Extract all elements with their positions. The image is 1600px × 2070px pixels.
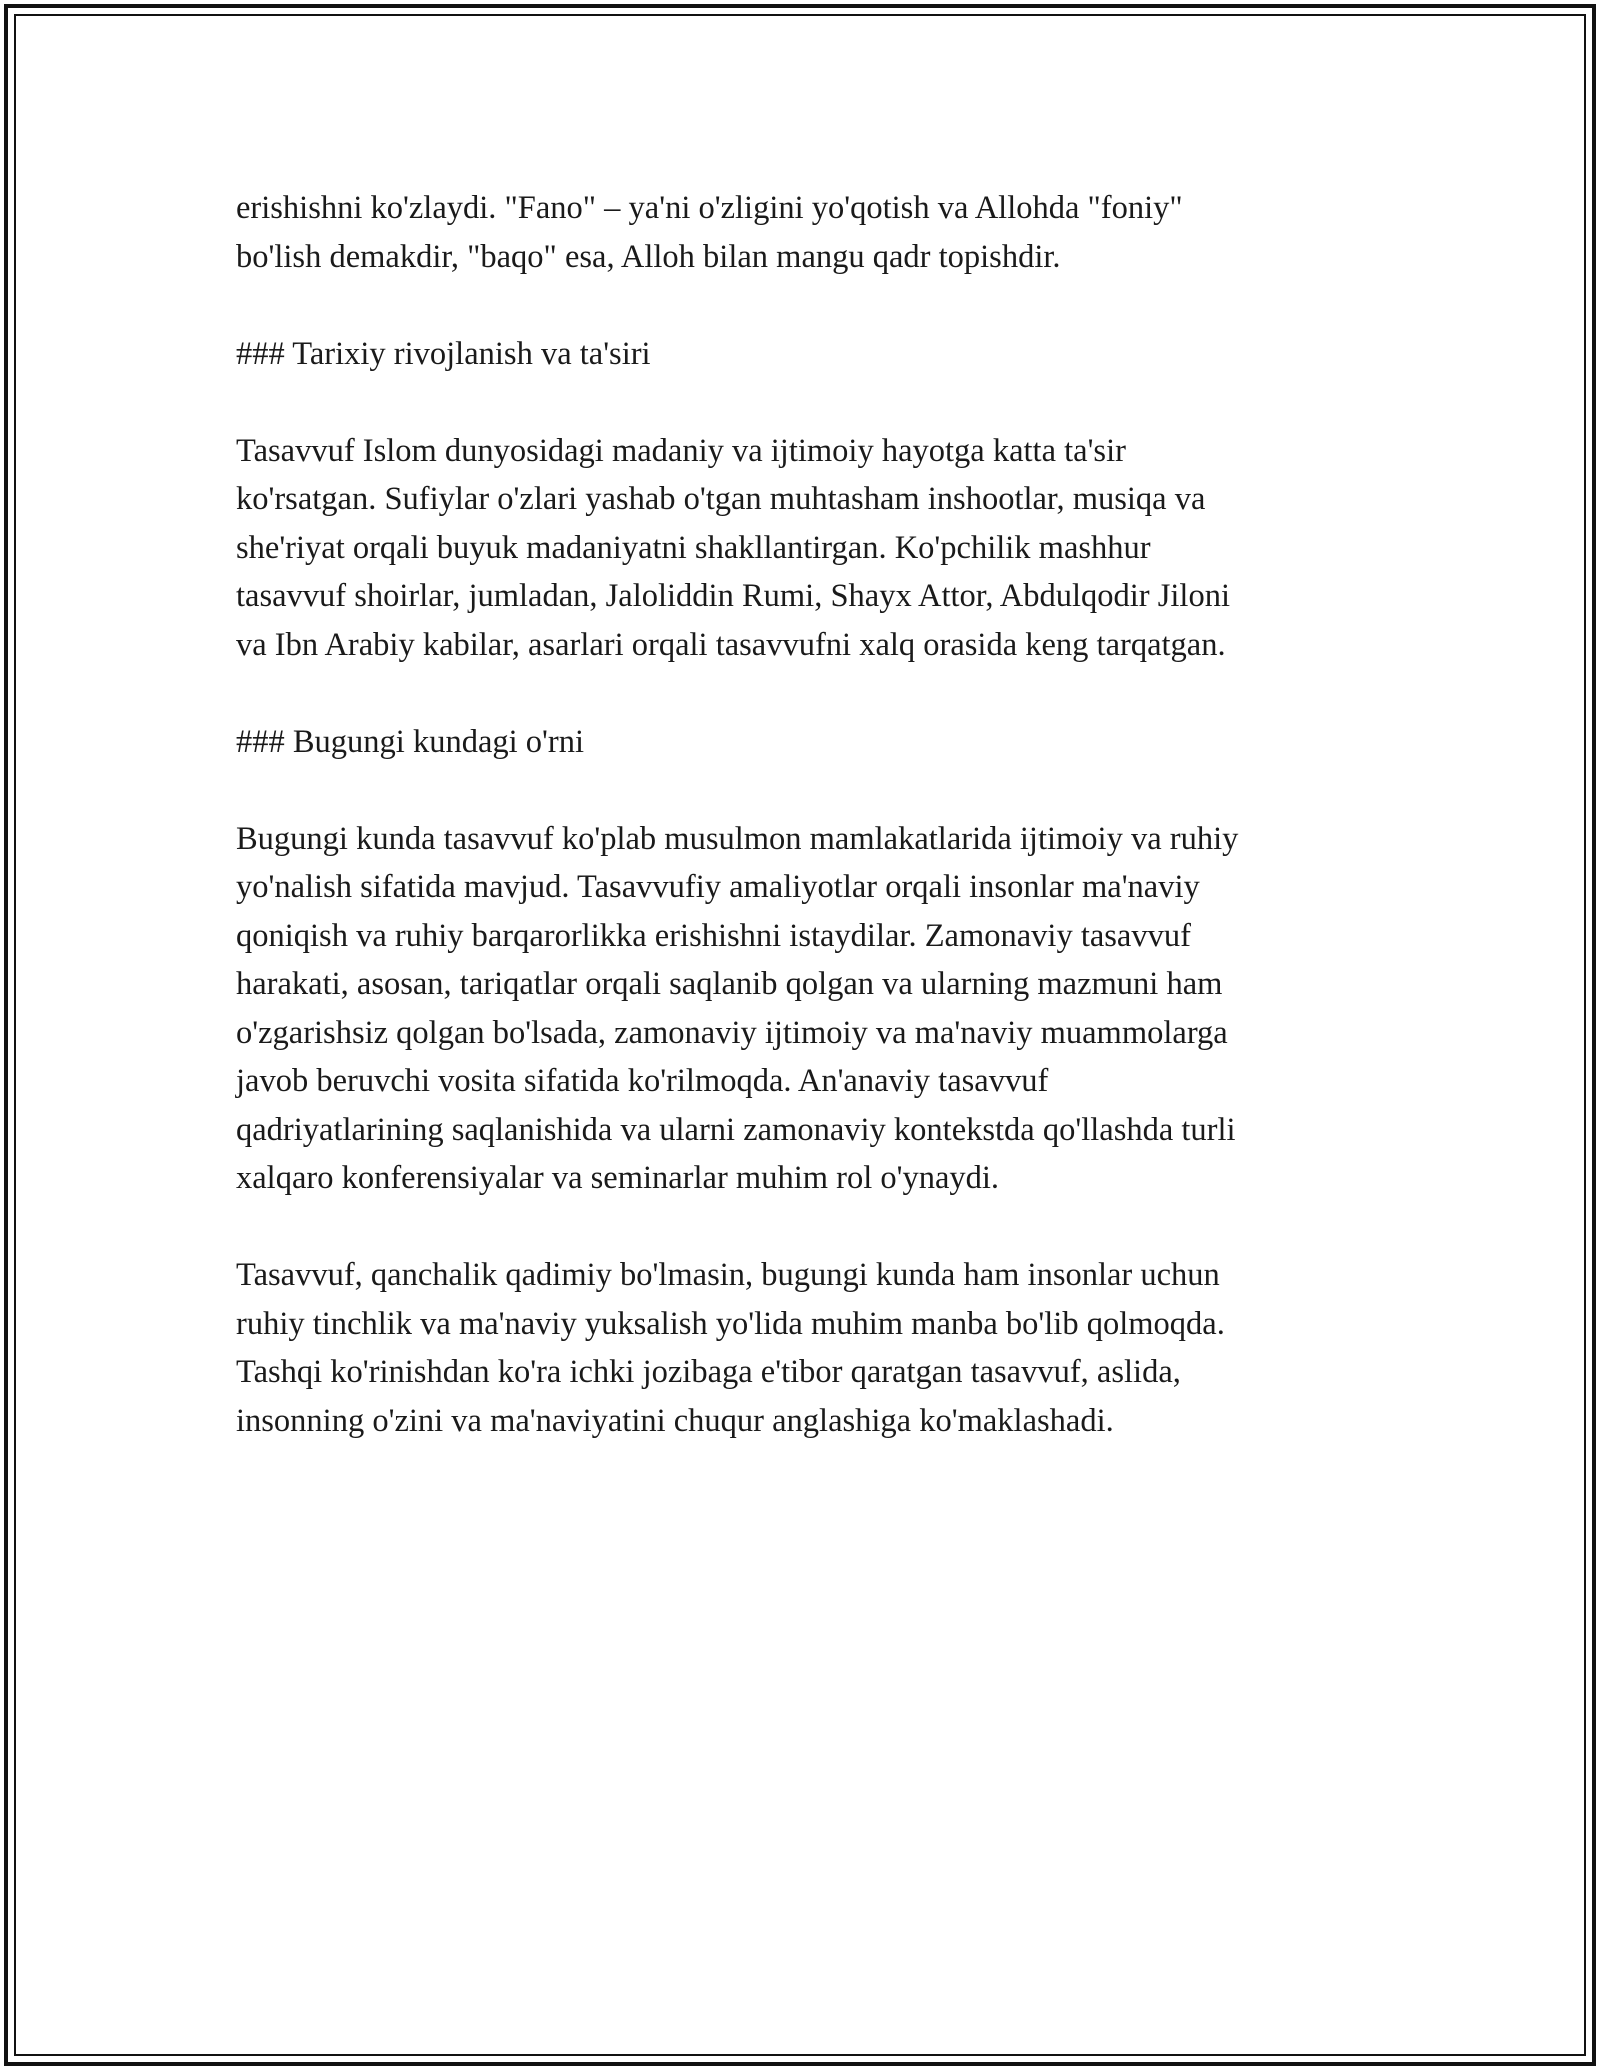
heading-text: ### Tarixiy rivojlanish va ta'siri xyxy=(236,335,651,372)
text-line: xalqaro konferensiyalar va seminarlar muhim rol o'ynaydi. xyxy=(236,1160,1000,1196)
text-line: ruhiy tinchlik va ma'naviy yuksalish yo'lida muhim manba bo'lib qolmoqda. xyxy=(236,1305,1225,1342)
text-line: Tasavvuf Islom dunyosidagi madaniy va ijtimoiy hayotga katta ta'sir xyxy=(236,432,1126,469)
text-line: Tashqi ko'rinishdan ko'ra ichki jozibaga e'tibor qaratgan tasavvuf, aslida, xyxy=(236,1354,1181,1390)
text-line: qadriyatlarining saqlanishida va ularni zamonaviy kontekstda qo'llashda turli xyxy=(236,1111,1236,1148)
section-heading-today xyxy=(236,718,1406,767)
text-line: Bugungi kunda tasavvuf ko'plab musulmon mamlakatlarida ijtimoiy va ruhiy xyxy=(236,820,1239,857)
paragraph-conclusion xyxy=(236,1251,1406,1445)
paragraph-today xyxy=(236,815,1406,1203)
text-line: javob beruvchi vosita sifatida ko'rilmoqda. An'anaviy tasavvuf xyxy=(236,1063,1049,1099)
document-body xyxy=(236,184,1406,1494)
text-line: harakati, asosan, tariqatlar orqali saqlanib qolgan va ularning mazmuni ham xyxy=(236,966,1223,1002)
text-line: erishishni ko'zlaydi. "Fano" – ya'ni o'zligini yo'qotish va Allohda "foniy" xyxy=(236,190,1183,226)
text-line: tasavvuf shoirlar, jumladan, Jaloliddin Rumi, Shayx Attor, Abdulqodir Jiloni xyxy=(236,578,1230,614)
text-line: yo'nalish sifatida mavjud. Tasavvufiy amaliyotlar orqali insonlar ma'naviy xyxy=(236,869,1200,905)
text-line: Tasavvuf, qanchalik qadimiy bo'lmasin, bugungi kunda ham insonlar uchun xyxy=(236,1257,1220,1293)
section-heading-history xyxy=(236,330,1406,379)
paragraph-history xyxy=(236,427,1406,670)
text-line: ko'rsatgan. Sufiylar o'zlari yashab o'tgan muhtasham inshootlar, musiqa va xyxy=(236,481,1206,517)
text-line: o'zgarishsiz qolgan bo'lsada, zamonaviy ijtimoiy va ma'naviy muammolarga xyxy=(236,1014,1228,1051)
text-line: qoniqish va ruhiy barqarorlikka erishishni istaydilar. Zamonaviy tasavvuf xyxy=(236,917,1191,954)
text-line: she'riyat orqali buyuk madaniyatni shakllantirgan. Ko'pchilik mashhur xyxy=(236,529,1151,566)
text-line: bo'lish demakdir, "baqo" esa, Alloh bilan mangu qadr topishdir. xyxy=(236,238,1061,275)
heading-text: ### Bugungi kundagi o'rni xyxy=(236,723,584,760)
text-line: va Ibn Arabiy kabilar, asarlari orqali tasavvufni xalq orasida keng tarqatgan. xyxy=(236,626,1226,663)
text-line: insonning o'zini va ma'naviyatini chuqur anglashiga ko'maklashadi. xyxy=(236,1402,1114,1439)
paragraph-fano-baqo xyxy=(236,184,1406,281)
